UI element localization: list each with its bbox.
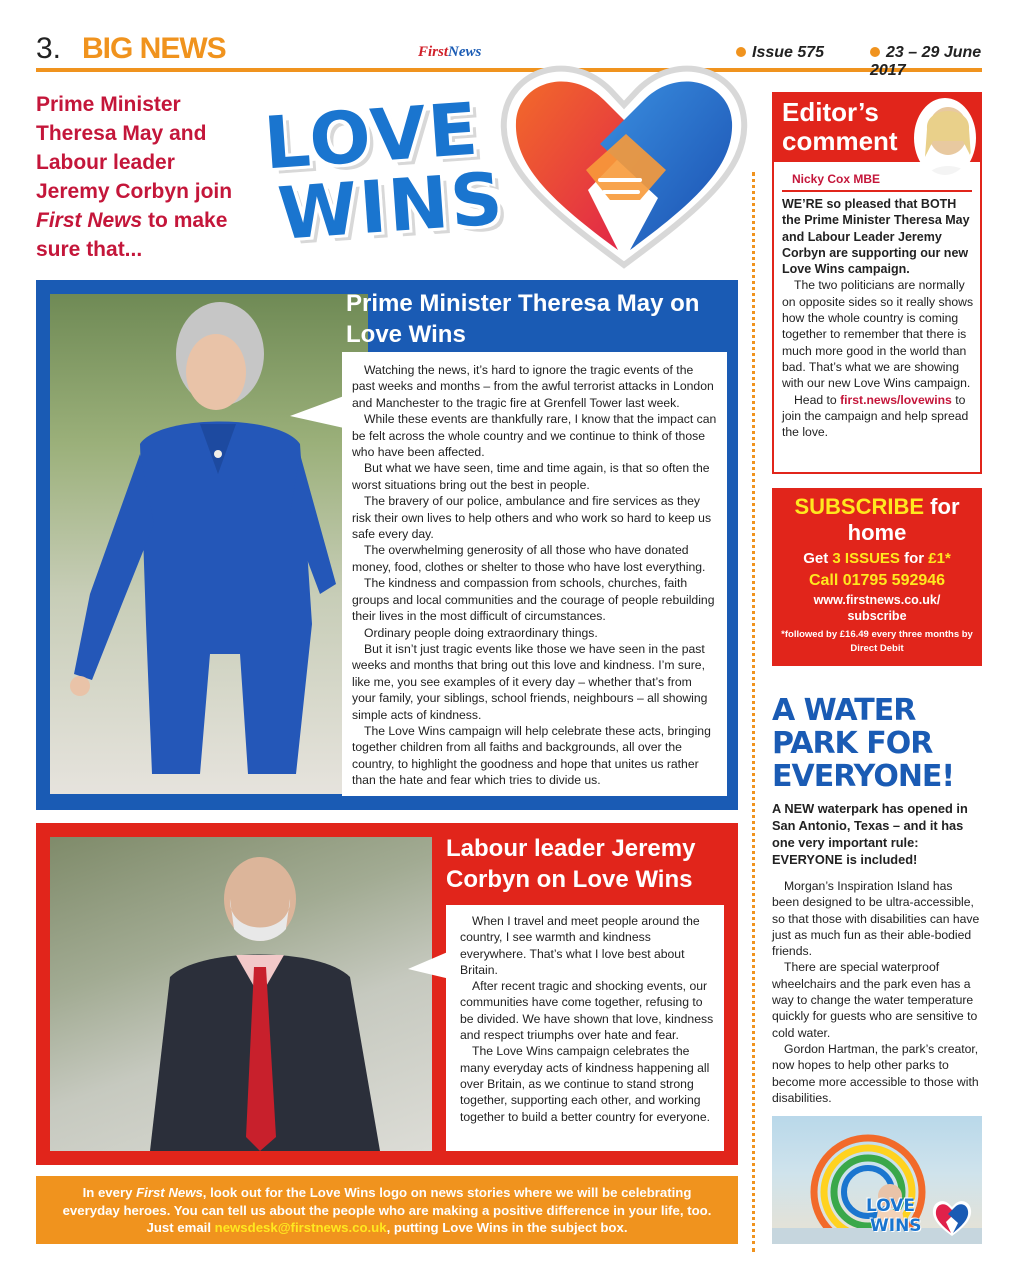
bullet-dot-icon (870, 47, 880, 57)
may-paragraph: The kindness and compassion from schools, churches, faith groups and local communities and the courage of people rebuilding their lives in the most difficult of circumstances. (352, 576, 715, 624)
offer-issues: 3 ISSUES (832, 550, 900, 567)
subscribe-url-line: www.firstnews.co.uk/ (813, 593, 941, 607)
banner-text: In every (82, 1185, 137, 1200)
badge-love: LOVE (866, 1196, 915, 1216)
issue-label: Issue 575 (752, 44, 825, 61)
offer-text: for (899, 550, 929, 567)
water-paragraph: There are special waterproof wheelchairs and the park even has a way to change the water temperature quickly for guests who are sensitive to cold water. (772, 960, 978, 1040)
may-quote-box (342, 352, 727, 796)
love-wins-logo (258, 50, 758, 280)
editors-comment-title (782, 98, 898, 156)
subscribe-url-line: subscribe (847, 609, 907, 623)
intro-headline (36, 90, 251, 264)
corbyn-heading: Labour leader Jeremy Corbyn on Love Wins (446, 835, 696, 893)
editor-paragraph: The two politicians are normally on opposite sides so it really shows how the whole country is coming together to remember that there is much more good in the world than bad. That’s what we are showing with our new Love Wins campaign. (782, 278, 974, 391)
logo-wins-text: WINS (275, 156, 507, 256)
masthead-news: News (448, 44, 482, 60)
may-paragraph: The Love Wins campaign will help celebrate these acts, bringing together children from all faiths and backgrounds, all over the country, to highlight the goodness and hope that unites us rather than the hate and fear which tries to divide us. (352, 723, 711, 788)
corbyn-paragraph: After recent tragic and shocking events, our communities have come together, refusing to be divided. We have shown that love, kindness and respect triumphs over hate and fear. (460, 979, 714, 1043)
column-divider (752, 172, 755, 1252)
page-number: 3. (36, 32, 62, 65)
offer-text: Get (803, 550, 833, 567)
may-paragraph: The overwhelming generosity of all those who have donated money, food, clothes or shelter to those who have lost everything. (352, 543, 706, 574)
may-heading: Prime Minister Theresa May on Love Wins (346, 290, 700, 348)
editor-title-line: comment (782, 126, 898, 156)
may-paragraph: While these events are thankfully rare, I know that the impact can be felt across the whole country and we continue to think of those who have been affected. (352, 412, 717, 460)
subscribe-phone: Call 01795 592946 (808, 572, 946, 589)
heart-handshake-icon (930, 1198, 974, 1238)
editor-title-line: Editor’s (782, 97, 879, 127)
subscribe-url[interactable] (772, 592, 982, 624)
banner-first-news: First News (136, 1185, 203, 1200)
masthead-first: First (418, 44, 449, 60)
jeremy-corbyn-photo (50, 837, 432, 1151)
subscribe-box[interactable] (772, 488, 982, 666)
offer-price: £1* (928, 550, 951, 567)
may-paragraph: But it isn’t just tragic events like those we have seen in the past weeks and months that bring out this love and kindness. I’m sure, like me, you see examples of it every day – whether that’s from your family, your siblings, school friends, neighbours – all showing simple acts of kindness. (352, 641, 708, 722)
water-park-heading: A WATER PARK FOR EVERYONE! (772, 693, 955, 794)
banner-text: , look out for the Love Wins logo on news stories where we will be celebrating everyday heroes. You can tell us about the people who are making a positive difference in your life, too. Just email (62, 1185, 712, 1235)
speech-pointer-icon (290, 392, 344, 432)
logo-love-text: LOVE (261, 86, 483, 186)
date-label: 23 – 29 June 2017 (870, 44, 982, 79)
may-panel (36, 280, 738, 810)
editor-text: to join the campaign and help spread the love. (782, 392, 969, 440)
editor-lead: WE’RE so pleased that BOTH the Prime Minister Theresa May and Labour Leader Jeremy Corbyn are supporting our new Love Wins campaign. (782, 197, 970, 277)
bottom-banner (36, 1176, 738, 1244)
heart-handshake-icon (490, 50, 758, 280)
corbyn-paragraph: When I travel and meet people around the country, I see warmth and kindness everywhere. That’s what I love best about Britain. (460, 914, 700, 977)
intro-part1: Prime Minister Theresa May and Labour leader Jeremy Corbyn join (36, 93, 233, 203)
water-park-body (772, 878, 982, 1106)
editor-body (782, 196, 978, 440)
editor-avatar (914, 98, 976, 178)
lovewins-link[interactable]: first.news/lovewins (840, 392, 952, 407)
subscribe-rest: for home (847, 494, 960, 545)
theresa-may-figure-icon (50, 294, 368, 794)
banner-text: , putting Love Wins in the subject box. (386, 1220, 628, 1235)
water-paragraph: Gordon Hartman, the park’s creator, now hopes to help other parks to become more accessible to those with disabilities. (772, 1041, 979, 1105)
water-park-photo (772, 1116, 982, 1244)
water-park-lead: A NEW waterpark has opened in San Antonio, Texas – and it has one very important rule: EVERYONE is included! (772, 801, 968, 867)
subscribe-heading (772, 494, 982, 546)
may-paragraph: Ordinary people doing extraordinary things. (364, 625, 598, 640)
corbyn-panel (36, 823, 738, 1165)
subscribe-word: SUBSCRIBE (794, 494, 925, 519)
subscribe-note: *followed by £16.49 every three months by Direct Debit (781, 629, 973, 654)
intro-first-news: First News (36, 209, 143, 232)
intro-part2: to make sure that... (36, 209, 228, 261)
corbyn-paragraph: The Love Wins campaign celebrates the many everyday acts of kindness happening all over Britain, as we continue to stand strong together, supporting each other, and working together to build a better country for everyone. (460, 1044, 710, 1124)
may-paragraph: But what we have seen, time and time again, is that so often the worst situations bring out the best in people. (352, 461, 710, 492)
love-wins-badge (866, 1196, 976, 1240)
speech-pointer-icon (408, 947, 450, 983)
jeremy-corbyn-figure-icon (50, 837, 432, 1151)
badge-wins: WINS (870, 1216, 922, 1236)
editor-portrait-icon (917, 101, 976, 178)
newsdesk-email-link[interactable]: newsdesk@firstnews.co.uk (214, 1220, 387, 1235)
editor-name: Nicky Cox MBE (782, 170, 972, 192)
corbyn-quote-box (446, 905, 724, 1151)
subscribe-offer (772, 548, 982, 570)
may-paragraph: The bravery of our police, ambulance and fire services as they risk their own lives to help others and who work so hard to keep us safe every day. (352, 494, 712, 542)
section-title: BIG NEWS (82, 32, 226, 65)
editor-paragraph (782, 392, 978, 441)
may-paragraph: Watching the news, it’s hard to ignore the tragic events of the past weeks and months – from the awful terrorist attacks in London and Manchester to the tragic fire at Grenfell Tower last week. (352, 363, 714, 410)
water-paragraph: Morgan’s Inspiration Island has been designed to be ultra-accessible, so that those with disabilities can have just as much fun as their able-bodied friends. (772, 879, 980, 959)
editors-comment-box (772, 92, 982, 474)
editor-text: Head to (794, 392, 841, 407)
issue-date (870, 44, 982, 80)
theresa-may-photo (50, 294, 368, 794)
